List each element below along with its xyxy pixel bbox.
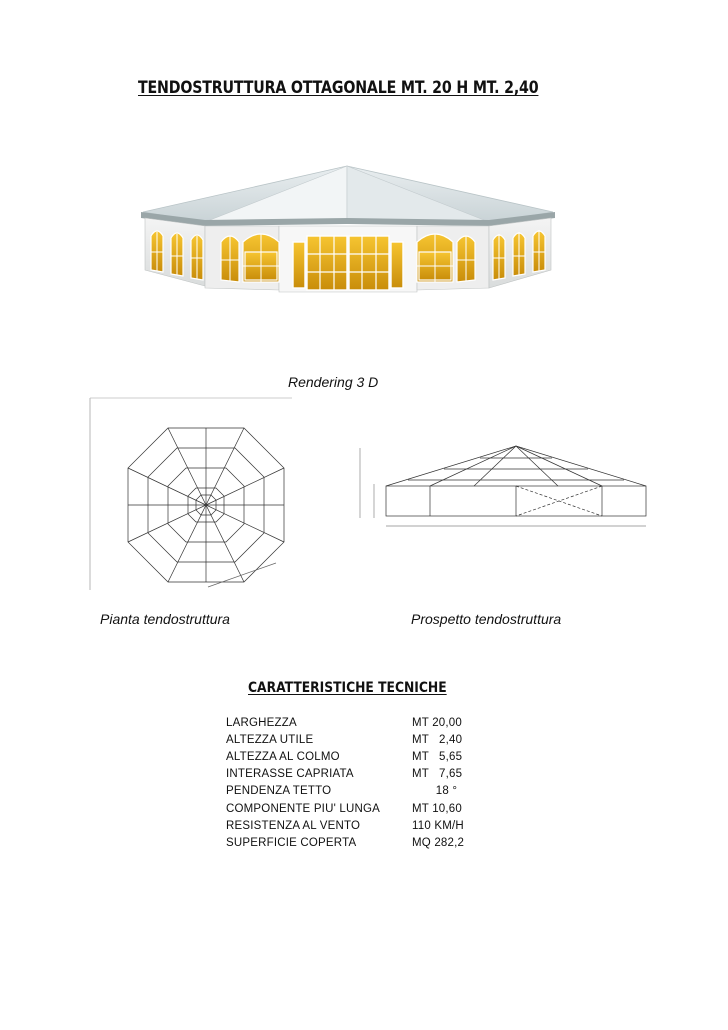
spec-label: LARGHEZZA	[226, 716, 297, 729]
spec-row	[226, 834, 464, 851]
technical-specs-title: CARATTERISTICHE TECNICHE	[248, 680, 447, 696]
spec-row	[226, 714, 464, 731]
spec-label: RESISTENZA AL VENTO	[226, 819, 361, 832]
spec-row	[226, 731, 464, 748]
spec-row	[226, 817, 464, 834]
spec-label: PENDENZA TETTO	[226, 785, 332, 798]
spec-value: MT 10,60	[412, 802, 462, 815]
spec-value: MQ 282,2	[412, 836, 465, 849]
spec-row	[226, 766, 464, 783]
spec-label: INTERASSE CAPRIATA	[226, 768, 354, 781]
spec-label: COMPONENTE PIU' LUNGA	[226, 802, 380, 815]
spec-row	[226, 783, 464, 800]
technical-specs-table	[226, 714, 464, 852]
spec-label: ALTEZZA AL COLMO	[226, 750, 340, 763]
elevation-drawing	[348, 440, 658, 542]
plan-caption: Pianta tendostruttura	[100, 611, 230, 627]
spec-value: 110 KM/H	[412, 819, 464, 832]
elevation-caption: Prospetto tendostruttura	[411, 611, 562, 627]
spec-value: MT 5,65	[412, 750, 463, 763]
tent-rendering-image	[135, 160, 559, 296]
rendering-caption: Rendering 3 D	[288, 374, 379, 390]
spec-value: MT 7,65	[412, 768, 463, 781]
plan-drawing	[42, 392, 354, 604]
page-title: TENDOSTRUTTURA OTTAGONALE MT. 20 H MT. 2,40	[138, 78, 539, 97]
spec-value: MT 20,00	[412, 716, 462, 729]
spec-row	[226, 800, 464, 817]
spec-value: 18 °	[412, 785, 458, 798]
spec-label: ALTEZZA UTILE	[226, 733, 314, 746]
spec-value: MT 2,40	[412, 733, 463, 746]
spec-label: SUPERFICIE COPERTA	[226, 836, 357, 849]
spec-row	[226, 748, 464, 765]
